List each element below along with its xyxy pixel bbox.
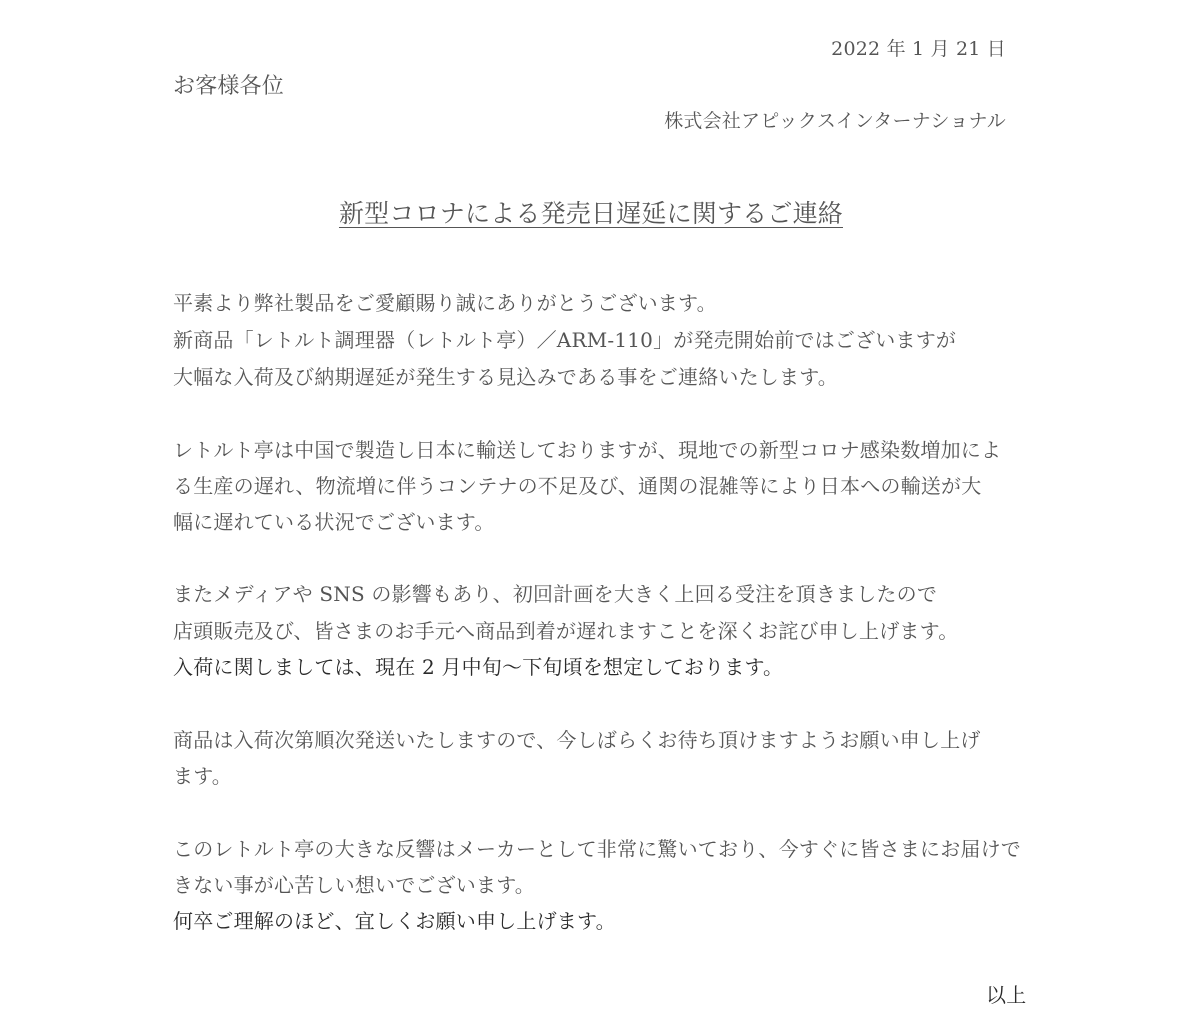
document-title bbox=[0, 198, 1182, 230]
paragraph-line: ます。 bbox=[173, 764, 232, 788]
paragraph-line: またメディアや SNS の影響もあり、初回計画を大きく上回る受注を頂きましたので bbox=[173, 582, 938, 606]
addressee: お客様各位 bbox=[173, 74, 285, 99]
closing-mark: 以上 bbox=[986, 983, 1027, 1007]
paragraph-line: 大幅な入荷及び納期遅延が発生する見込みである事をご連絡いたします。 bbox=[173, 365, 838, 389]
paragraph-line: 幅に遅れている状況でございます。 bbox=[173, 510, 495, 534]
company-name: 株式会社アピックスインターナショナル bbox=[664, 110, 1006, 132]
document-title-text: 新型コロナによる発売日遅延に関するご連絡 bbox=[338, 199, 843, 228]
paragraph-line: レトルト亭は中国で製造し日本に輸送しておりますが、現地での新型コロナ感染数増加によ bbox=[173, 438, 1002, 462]
paragraph-line: 平素より弊社製品をご愛顧賜り誠にありがとうございます。 bbox=[173, 291, 717, 315]
paragraph-line: このレトルト亭の大きな反響はメーカーとして非常に驚いており、今すぐに皆さまにお届けで bbox=[173, 837, 1021, 861]
paragraph-line: る生産の遅れ、物流増に伴うコンテナの不足及び、通関の混雑等により日本への輸送が大 bbox=[173, 474, 982, 498]
request-understanding-line: 何卒ご理解のほど、宜しくお願い申し上げます。 bbox=[173, 909, 616, 933]
paragraph-line: 商品は入荷次第順次発送いたしますので、今しばらくお待ち頂けますようお願い申し上げ bbox=[173, 728, 981, 752]
paragraph-line: きない事が心苦しい想いでございます。 bbox=[173, 873, 535, 897]
paragraph-line: 店頭販売及び、皆さまのお手元へ商品到着が遅れますことを深くお詫び申し上げます。 bbox=[173, 619, 959, 643]
document-date: 2022 年 1 月 21 日 bbox=[831, 38, 1006, 60]
paragraph-line: 新商品「レトルト調理器（レトルト亭）／ARM-110」が発売開始前ではございますが bbox=[173, 328, 957, 352]
arrival-notice-line: 入荷に関しましては、現在 2 月中旬～下旬頃を想定しております。 bbox=[173, 655, 784, 679]
